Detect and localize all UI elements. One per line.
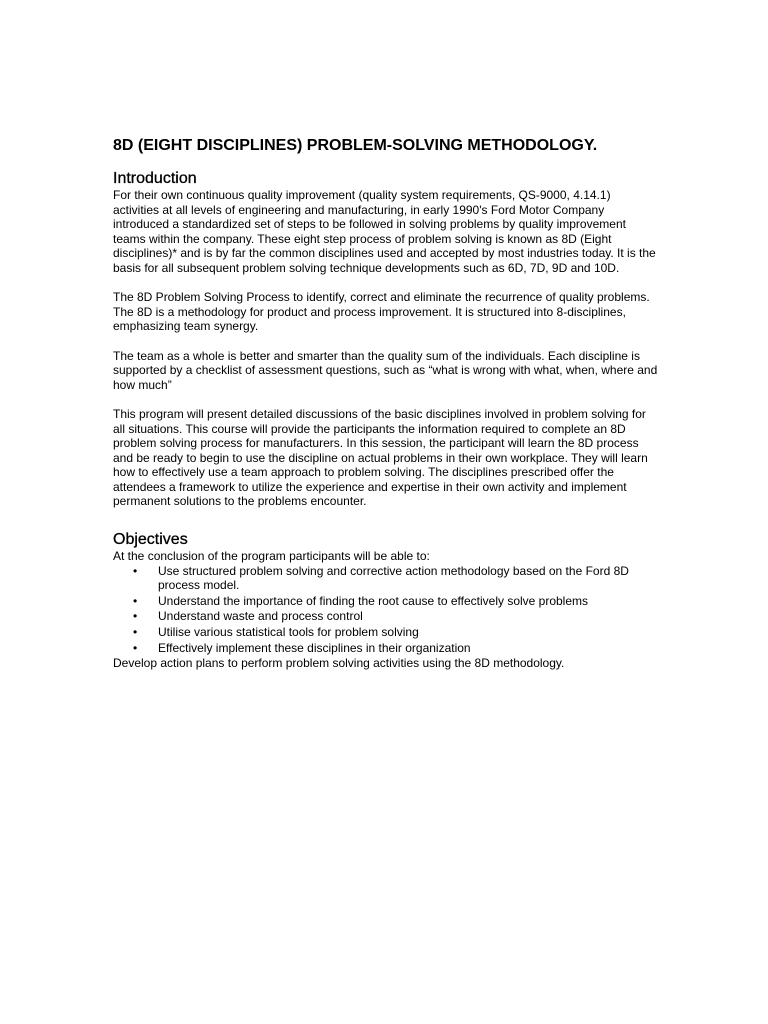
objective-text: Utilise various statistical tools for problem solving xyxy=(158,625,419,640)
introduction-heading: Introduction xyxy=(113,170,197,187)
objective-item xyxy=(113,625,658,640)
objective-text: Understand the importance of finding the root cause to effectively solve problems xyxy=(158,593,589,608)
intro-paragraph-1: For their own continuous quality improvement (quality system requirements, QS-9000, 4.14.1) activities at all levels of engineering and manufacturing, in early 1990's Ford Motor Company introduced a standardized set of steps to be followed in solving problems by quality improvement teams within the company. These eight step process of problem solving is known as 8D (Eight disciplines)* and is by far the common disciplines used and accepted by most industries today. It is the basis for all subsequent problem solving technique developments such as 6D, 7D, 9D and 10D. xyxy=(113,188,656,275)
intro-paragraph-3: The team as a whole is better and smarter than the quality sum of the individuals. Each discipline is supported by a checklist of assessment questions, such as “what is wrong with what, when, where and how much” xyxy=(113,348,658,392)
objective-item xyxy=(113,609,658,624)
intro-paragraph-2: The 8D Problem Solving Process to identify, correct and eliminate the recurrence of quality problems. The 8D is a methodology for product and process improvement. It is structured into 8-disciplines, emphasizing team synergy. xyxy=(113,290,650,334)
objective-text: Understand waste and process control xyxy=(158,609,363,624)
objective-item xyxy=(113,564,658,593)
objective-text: Use structured problem solving and corrective action methodology based on the Ford 8D process model. xyxy=(158,563,629,593)
objective-item xyxy=(113,594,658,609)
document-title: 8D (EIGHT DISCIPLINES) PROBLEM-SOLVING METHODOLOGY. xyxy=(113,137,598,154)
intro-paragraph-4: This program will present detailed discussions of the basic disciplines involved in problem solving for all situations. This course will provide the participants the information required to complete an 8D problem solving process for manufacturers. In this session, the participant will learn the 8D process and be ready to begin to use the discipline on actual problems in their own workplace. They will learn how to effectively use a team approach to problem solving. The disciplines prescribed offer the attendees a framework to utilize the experience and expertise in their own activity and implement permanent solutions to the problems encounter. xyxy=(113,406,648,509)
objectives-list xyxy=(113,564,658,656)
objective-item xyxy=(113,641,658,656)
bullet-icon: • xyxy=(133,625,138,640)
objective-text: Effectively implement these disciplines in their organization xyxy=(158,640,471,655)
objectives-closing: Develop action plans to perform problem solving activities using the 8D methodology. xyxy=(113,656,565,671)
document-body xyxy=(113,136,658,671)
bullet-icon: • xyxy=(133,593,138,608)
bullet-icon: • xyxy=(133,609,138,624)
bullet-icon: • xyxy=(133,563,138,578)
objectives-heading: Objectives xyxy=(113,531,188,549)
bullet-icon: • xyxy=(133,640,138,655)
objectives-lead: At the conclusion of the program participants will be able to: xyxy=(113,549,430,564)
